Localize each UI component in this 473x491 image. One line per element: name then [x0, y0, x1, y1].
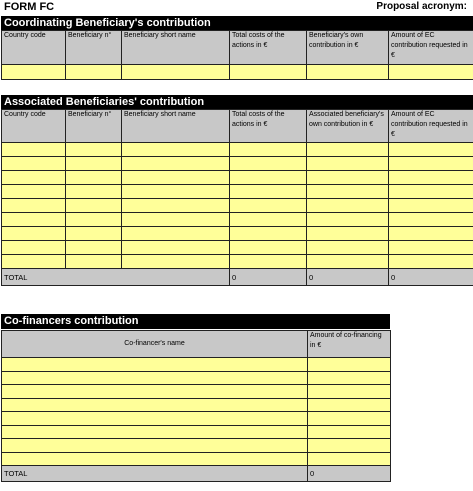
col-beneficiary-short-name: Beneficiary short name: [122, 31, 230, 65]
coordinating-table: [1, 30, 473, 80]
table-row: [2, 241, 473, 255]
input-cell[interactable]: [2, 157, 66, 171]
input-cell[interactable]: [2, 371, 308, 385]
cofinancers-table: [1, 330, 391, 482]
input-cell[interactable]: [122, 143, 230, 157]
input-cell[interactable]: [2, 143, 66, 157]
input-cell[interactable]: [2, 171, 66, 185]
input-cell[interactable]: [230, 213, 307, 227]
input-cell[interactable]: [2, 425, 308, 439]
col-beneficiary-no: Beneficiary n°: [66, 110, 122, 143]
input-cell[interactable]: [2, 439, 308, 453]
table-row: [2, 452, 391, 466]
input-cell[interactable]: [389, 65, 473, 80]
input-cell[interactable]: [66, 241, 122, 255]
cofinancers-total-row: [2, 466, 391, 482]
input-cell[interactable]: [66, 185, 122, 199]
input-cell[interactable]: [230, 227, 307, 241]
input-cell[interactable]: [230, 255, 307, 269]
cofinancers-section-title: Co-financers contribution: [1, 314, 390, 329]
input-cell[interactable]: [307, 171, 389, 185]
input-cell[interactable]: [66, 65, 122, 80]
col-beneficiary-short-name: Beneficiary short name: [122, 110, 230, 143]
table-row: [2, 412, 391, 426]
input-cell[interactable]: [389, 213, 473, 227]
col-ec-contribution: Amount of EC contribution requested in €: [389, 31, 473, 65]
input-cell[interactable]: [2, 241, 66, 255]
col-total-costs: Total costs of the actions in €: [230, 31, 307, 65]
total-own-contribution-value: 0: [307, 269, 389, 286]
input-cell[interactable]: [230, 241, 307, 255]
input-cell[interactable]: [66, 171, 122, 185]
input-cell[interactable]: [308, 358, 391, 372]
input-cell[interactable]: [66, 157, 122, 171]
input-cell[interactable]: [66, 213, 122, 227]
associated-total-row: [2, 269, 473, 286]
input-cell[interactable]: [66, 199, 122, 213]
input-cell[interactable]: [230, 65, 307, 80]
input-cell[interactable]: [230, 143, 307, 157]
input-cell[interactable]: [389, 199, 473, 213]
input-cell[interactable]: [2, 452, 308, 466]
total-label: TOTAL: [2, 269, 230, 286]
associated-header-row: [2, 110, 473, 143]
table-row: [2, 185, 473, 199]
input-cell[interactable]: [2, 227, 66, 241]
col-total-costs: Total costs of the actions in €: [230, 110, 307, 143]
input-cell[interactable]: [308, 371, 391, 385]
input-cell[interactable]: [307, 227, 389, 241]
input-cell[interactable]: [307, 241, 389, 255]
input-cell[interactable]: [389, 227, 473, 241]
table-row: [2, 425, 391, 439]
input-cell[interactable]: [230, 157, 307, 171]
col-cofinancer-name: Co-financer's name: [2, 331, 308, 358]
input-cell[interactable]: [389, 157, 473, 171]
table-row: [2, 65, 473, 80]
table-row: [2, 171, 473, 185]
associated-section-title: Associated Beneficiaries' contribution: [1, 95, 473, 109]
input-cell[interactable]: [2, 199, 66, 213]
input-cell[interactable]: [122, 227, 230, 241]
input-cell[interactable]: [308, 412, 391, 426]
table-row: [2, 255, 473, 269]
input-cell[interactable]: [2, 358, 308, 372]
input-cell[interactable]: [122, 199, 230, 213]
table-row: [2, 371, 391, 385]
total-ec-contribution-value: 0: [389, 269, 473, 286]
coordinating-header-row: [2, 31, 473, 65]
input-cell[interactable]: [308, 385, 391, 399]
col-own-contribution: Beneficiary's own contribution in €: [307, 31, 389, 65]
input-cell[interactable]: [230, 199, 307, 213]
input-cell[interactable]: [122, 65, 230, 80]
table-row: [2, 398, 391, 412]
input-cell[interactable]: [2, 65, 66, 80]
col-country-code: Country code: [2, 31, 66, 65]
table-row: [2, 385, 391, 399]
table-row: [2, 213, 473, 227]
input-cell[interactable]: [308, 452, 391, 466]
table-row: [2, 227, 473, 241]
col-beneficiary-no: Beneficiary n°: [66, 31, 122, 65]
input-cell[interactable]: [122, 171, 230, 185]
input-cell[interactable]: [389, 241, 473, 255]
input-cell[interactable]: [307, 157, 389, 171]
input-cell[interactable]: [2, 398, 308, 412]
input-cell[interactable]: [2, 185, 66, 199]
input-cell[interactable]: [66, 227, 122, 241]
input-cell[interactable]: [230, 171, 307, 185]
table-row: [2, 143, 473, 157]
input-cell[interactable]: [307, 65, 389, 80]
input-cell[interactable]: [307, 143, 389, 157]
table-row: [2, 358, 391, 372]
input-cell[interactable]: [2, 385, 308, 399]
total-label: TOTAL: [2, 466, 308, 482]
col-ec-contribution: Amount of EC contribution requested in €: [389, 110, 473, 143]
associated-table: [1, 109, 473, 286]
input-cell[interactable]: [2, 255, 66, 269]
input-cell[interactable]: [66, 143, 122, 157]
input-cell[interactable]: [389, 255, 473, 269]
coordinating-section-title: Coordinating Beneficiary's contribution: [1, 16, 473, 30]
table-row: [2, 199, 473, 213]
total-costs-value: 0: [230, 269, 307, 286]
input-cell[interactable]: [307, 255, 389, 269]
col-own-contribution: Associated beneficiary's own contribution in €: [307, 110, 389, 143]
input-cell[interactable]: [122, 255, 230, 269]
input-cell[interactable]: [122, 157, 230, 171]
input-cell[interactable]: [2, 213, 66, 227]
input-cell[interactable]: [122, 185, 230, 199]
input-cell[interactable]: [2, 412, 308, 426]
cofinancers-header-row: [2, 331, 391, 358]
input-cell[interactable]: [389, 143, 473, 157]
input-cell[interactable]: [307, 185, 389, 199]
input-cell[interactable]: [122, 213, 230, 227]
proposal-acronym-label: Proposal acronym:: [376, 1, 467, 12]
col-country-code: Country code: [2, 110, 66, 143]
input-cell[interactable]: [308, 425, 391, 439]
table-row: [2, 439, 391, 453]
input-cell[interactable]: [230, 185, 307, 199]
input-cell[interactable]: [389, 185, 473, 199]
table-row: [2, 157, 473, 171]
input-cell[interactable]: [308, 439, 391, 453]
col-cofinancing-amount: Amount of co-financing in €: [308, 331, 391, 358]
input-cell[interactable]: [66, 255, 122, 269]
form-label: FORM FC: [4, 1, 55, 13]
input-cell[interactable]: [122, 241, 230, 255]
input-cell[interactable]: [307, 199, 389, 213]
input-cell[interactable]: [389, 171, 473, 185]
input-cell[interactable]: [307, 213, 389, 227]
total-cofinancing-value: 0: [308, 466, 391, 482]
input-cell[interactable]: [308, 398, 391, 412]
